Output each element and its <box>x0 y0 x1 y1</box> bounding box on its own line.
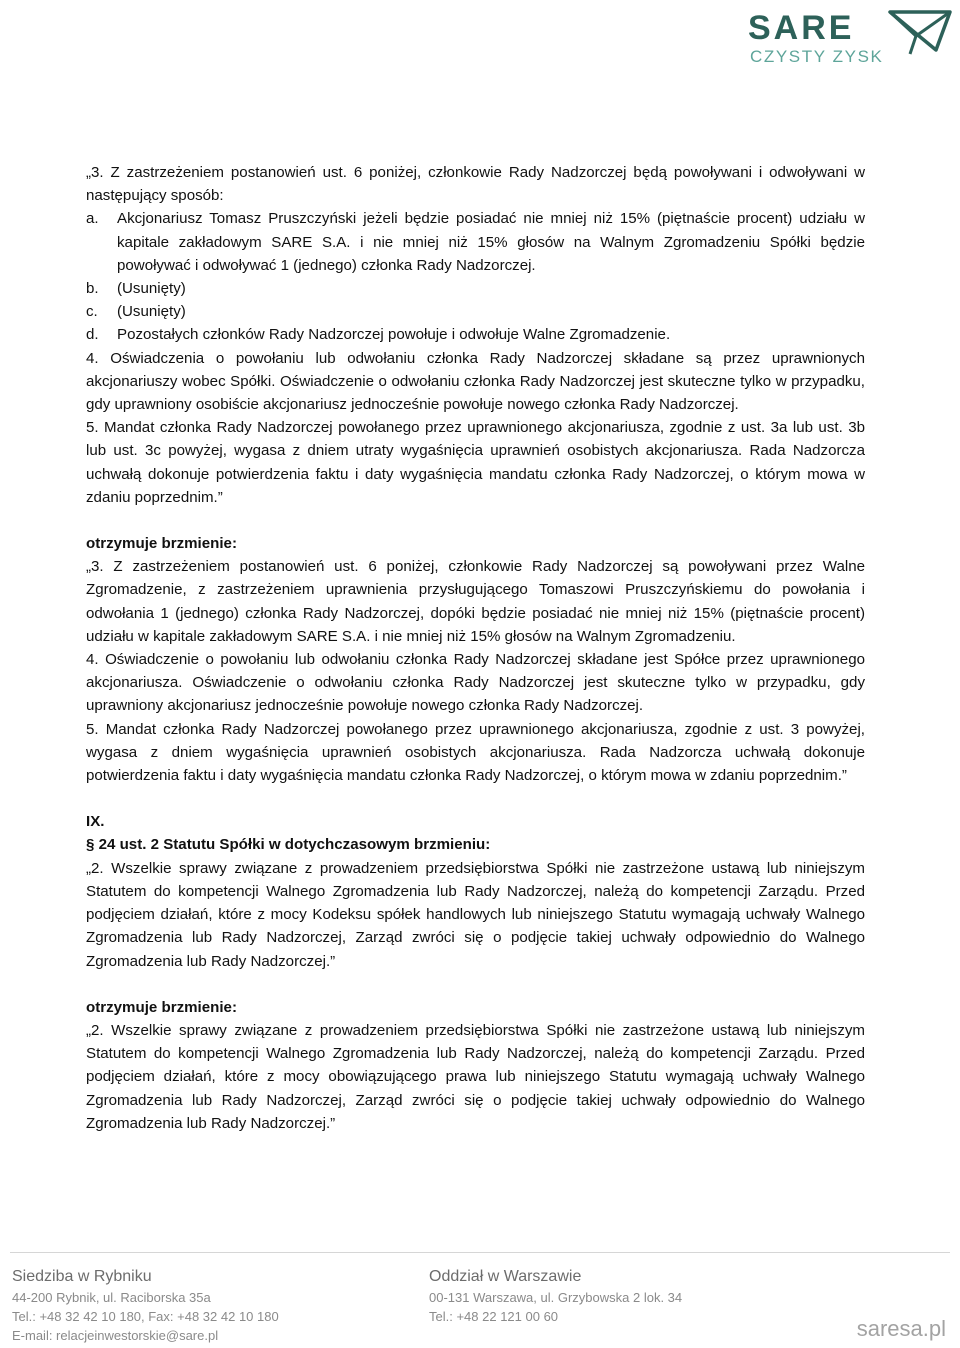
list-marker: c. <box>86 303 98 321</box>
old-paragraph-4: 4. Oświadczenia o powołaniu lub odwołaniu członka Rady Nadzorczej składane są przez uprawnionych akcjonariuszy wobec Spółki. Oświadczenie o odwołaniu członka Rady Nadzorczej jest skuteczne tylko w przypadku, gdy uprawniony osobiście akcjonariusz jednocześnie powołuje nowego członka Rady Nadzorczej. <box>86 349 865 414</box>
new-paragraph-3: „3. Z zastrzeżeniem postanowień ust. 6 poniżej, członkowie Rady Nadzorczej są powoływani przez Walne Zgromadzenie, z zastrzeżeniem uprawnienia przysługującego Tomaszowi Pruszczyńskiemu do powołania i odwołania 1 (jednego) członka Rady Nadzorczej, dopóki będzie posiadać nie mniej niż 15% (piętnaście procent) udziału w kapitale zakładowym SARE S.A. i nie mniej niż 15% głosów na Walnym Zgromadzeniu. <box>86 558 865 645</box>
envelope-icon <box>890 12 950 54</box>
section-heading: otrzymuje brzmienie: <box>86 535 237 553</box>
list-item <box>86 323 865 346</box>
old-paragraph-3: „3. Z zastrzeżeniem postanowień ust. 6 poniżej, członkowie Rady Nadzorczej będą powoływani i odwoływani w następujący sposób: <box>86 164 865 205</box>
logo-name: SARE <box>748 9 855 47</box>
list-item <box>86 300 865 323</box>
new-statute-paragraph: „2. Wszelkie sprawy związane z prowadzeniem przedsiębiorstwa Spółki nie zastrzeżone ustawą lub niniejszym Statutem do kompetencji Walnego Zgromadzenia lub Rady Nadzorczej, należą do kompetencji Zarządu. Przed podjęciem działań, które z mocy obowiązującego prawa lub niniejszego Statutu wymagają uchwały Walnego Zgromadzenia lub Rady Nadzorczej, Zarząd zwróci się o podjęcie takiej uchwały odpowiednio do Walnego Zgromadzenia lub Rady Nadzorczej.” <box>86 1021 865 1132</box>
sare-logo <box>740 6 952 68</box>
list-text: Akcjonariusz Tomasz Pruszczyński jeżeli będzie posiadać nie mniej niż 15% (piętnaście procent) udziału w kapitale zakładowym SARE S.A. i nie mniej niż 15% głosów na Walnym Zgromadzeniu Spółki będzie powoływać i odwoływać 1 (jednego) członka Rady Nadzorczej. <box>117 210 865 274</box>
footer-branch-phone: Tel.: +48 22 121 00 60 <box>429 1309 559 1324</box>
footer-branch <box>429 1266 682 1326</box>
section-heading: otrzymuje brzmienie: <box>86 998 237 1016</box>
section-heading-text: 24 ust. 2 Statutu Spółki w dotychczasowym brzmieniu: <box>98 836 491 854</box>
footer-hq-title: Siedziba w Rybniku <box>12 1268 152 1285</box>
section-symbol: § <box>86 836 95 854</box>
footer-divider <box>10 1252 950 1253</box>
footer-website[interactable]: saresa.pl <box>856 1316 946 1341</box>
list-marker: a. <box>86 210 99 228</box>
new-paragraph-4: 4. Oświadczenie o powołaniu lub odwołaniu członka Rady Nadzorczej składane jest Spółce przez uprawnionego akcjonariusza. Oświadczenie o odwołaniu członka Rady Nadzorczej jest skuteczne tylko w przypadku, gdy uprawniony akcjonariusz jednocześnie powołuje nowego członka Rady Nadzorczej. <box>86 651 865 715</box>
old-paragraph-5: 5. Mandat członka Rady Nadzorczej powołanego przez uprawnionego akcjonariusza, zgodnie z ust. 3a lub ust. 3b lub ust. 3c powyżej, wygasa z dniem utraty wygaśnięcia uprawnień osobistych akcjonariusza. Rada Nadzorcza uchwałą dokonuje potwierdzenia faktu i daty wygaśnięcia mandatu członka Rady Nadzorczej, o którym mowa w zdaniu poprzednim.” <box>86 419 865 506</box>
page-footer <box>0 1252 960 1348</box>
list-marker: d. <box>86 326 99 344</box>
footer-hq-phone: Tel.: +48 32 42 10 180, Fax: +48 32 42 10 180 <box>12 1309 279 1324</box>
footer-branch-title: Oddział w Warszawie <box>429 1268 582 1285</box>
list-text: Pozostałych członków Rady Nadzorczej powołuje i odwołuje Walne Zgromadzenie. <box>117 326 671 344</box>
footer-hq-email[interactable]: E-mail: relacjeinwestorskie@sare.pl <box>12 1328 219 1343</box>
section-heading <box>86 833 865 856</box>
logo-tagline: CZYSTY ZYSK <box>750 47 884 66</box>
list-item <box>86 207 865 277</box>
footer-branch-address: 00-131 Warszawa, ul. Grzybowska 2 lok. 34 <box>429 1290 683 1305</box>
new-paragraph-5: 5. Mandat członka Rady Nadzorczej powołanego przez uprawnionego akcjonariusza, zgodnie z ust. 3 powyżej, wygasa z dniem wygaśnięcia uprawnień osobistych akcjonariusza. Rada Nadzorcza uchwałą dokonuje potwierdzenia faktu i daty wygaśnięcia mandatu członka Rady Nadzorczej, o którym mowa w zdaniu poprzednim.” <box>86 720 865 785</box>
list-item <box>86 277 865 300</box>
section-number: IX. <box>86 813 105 831</box>
list-text: (Usunięty) <box>117 280 186 298</box>
old-statute-paragraph: „2. Wszelkie sprawy związane z prowadzeniem przedsiębiorstwa Spółki nie zastrzeżone ustawą lub niniejszym Statutem do kompetencji Walnego Zgromadzenia lub Rady Nadzorczej, należą do kompetencji Zarządu. Przed podjęciem działań, które z mocy Kodeksu spółek handlowych lub niniejszego Statutu wymagają uchwały Walnego Zgromadzenia lub Rady Nadzorczej, Zarząd zwróci się o podjęcie takiej uchwały odpowiednio do Walnego Zgromadzenia lub Rady Nadzorczej.” <box>86 859 865 970</box>
list-marker: b. <box>86 280 99 298</box>
footer-hq-address: 44-200 Rybnik, ul. Raciborska 35a <box>12 1290 211 1305</box>
list-text: (Usunięty) <box>117 303 186 321</box>
document-body <box>86 161 865 1135</box>
footer-hq <box>12 1266 279 1345</box>
appointment-list <box>86 207 865 346</box>
